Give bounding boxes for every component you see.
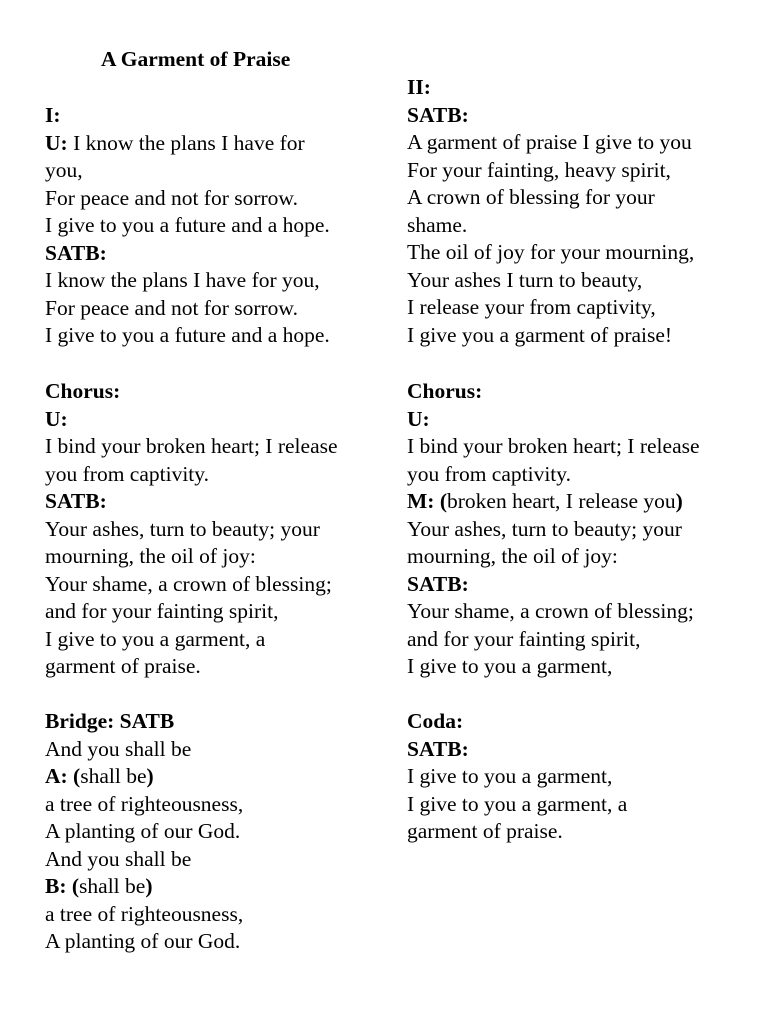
voice-label: A: ( [45,764,81,788]
section-one [45,102,367,350]
lyric-line: For peace and not for sorrow. [45,295,298,320]
paren-close: ) [146,764,154,788]
lyric-line: you from captivity. [45,461,210,486]
voice-label: U: [407,406,430,431]
bridge-section [45,708,367,956]
lyric-line: and for your fainting spirit, [45,599,279,623]
voice-label: SATB: [45,240,107,265]
lyric-line [45,130,367,158]
lyric-text: shall be [79,874,146,898]
voice-label: SATB: [45,489,107,513]
lyric-line: And you shall be [45,736,192,761]
lyric-line: The oil of joy for your mourning, [407,240,695,264]
lyric-line: I bind your broken heart; I release [407,434,700,458]
lyric-line [45,873,367,901]
coda-section [407,708,737,846]
voice-label: SATB: [407,102,469,127]
lyric-line: Your shame, a crown of blessing; [407,599,694,623]
section-heading: Chorus: [407,379,483,403]
voice-label: SATB: [407,571,469,596]
lyric-line: Your ashes I turn to beauty, [407,267,643,292]
voice-label: B: ( [45,874,80,898]
chorus-section [407,378,737,681]
voice-label: U: [45,130,68,155]
lyric-line: mourning, the oil of joy: [407,544,618,568]
lyric-line: A garment of praise I give to you [407,130,692,154]
lyric-text: shall be [80,764,147,788]
lyric-line: And you shall be [45,846,192,871]
voice-label: SATB: [407,736,469,761]
voice-label: U: [45,406,68,431]
lyric-text: broken heart, I release you [447,489,676,513]
chorus-section [45,378,367,681]
lyric-line: I give to you a garment, a [45,626,266,651]
lyric-line: A crown of blessing for your [407,185,655,209]
section-heading: I: [45,103,61,127]
lyric-line [407,488,737,516]
lyric-line: For peace and not for sorrow. [45,185,298,210]
lyric-line: I give to you a future and a hope. [45,323,330,347]
lyric-line: garment of praise. [45,654,201,678]
lyric-line: I give to you a garment, a [407,791,628,816]
lyric-line: I release your from captivity, [407,295,656,319]
paren-close: ) [145,874,153,898]
lyric-line: Your ashes, turn to beauty; your [407,516,682,541]
lyric-line: shame. [407,212,468,237]
section-heading: Bridge: SATB [45,709,175,733]
lyric-line: For your fainting, heavy spirit, [407,157,671,182]
lyric-line: Your shame, a crown of blessing; [45,571,332,596]
paren-close: ) [675,489,683,513]
page-title: A Garment of Praise [101,47,291,71]
section-heading: Chorus: [45,379,121,403]
section-two [407,74,737,349]
section-heading: II: [407,75,431,99]
voice-label: M: ( [407,489,447,513]
lyric-line: garment of praise. [407,819,563,843]
lyric-text: I know the plans I have for [67,130,305,155]
lyric-line: I bind your broken heart; I release [45,434,338,458]
lyric-line: A planting of our God. [45,819,241,843]
lyric-line: you from captivity. [407,461,572,486]
lyric-line: and for your fainting spirit, [407,626,641,651]
lyric-line: I give you a garment of praise! [407,322,673,347]
section-heading: Coda: [407,709,464,733]
lyric-line: A planting of our God. [45,929,241,953]
lyric-line: I give to you a garment, [407,654,613,678]
lyric-line: Your ashes, turn to beauty; your [45,516,320,541]
lyric-line: I give to you a garment, [407,764,613,788]
lyric-line: a tree of righteousness, [45,901,244,926]
lyric-line: mourning, the oil of joy: [45,544,256,568]
lyric-line: you, [45,158,83,182]
lyric-line: I give to you a future and a hope. [45,213,330,237]
lyric-line [45,763,367,791]
lyric-line: a tree of righteousness, [45,791,244,816]
lyric-line: I know the plans I have for you, [45,268,320,292]
